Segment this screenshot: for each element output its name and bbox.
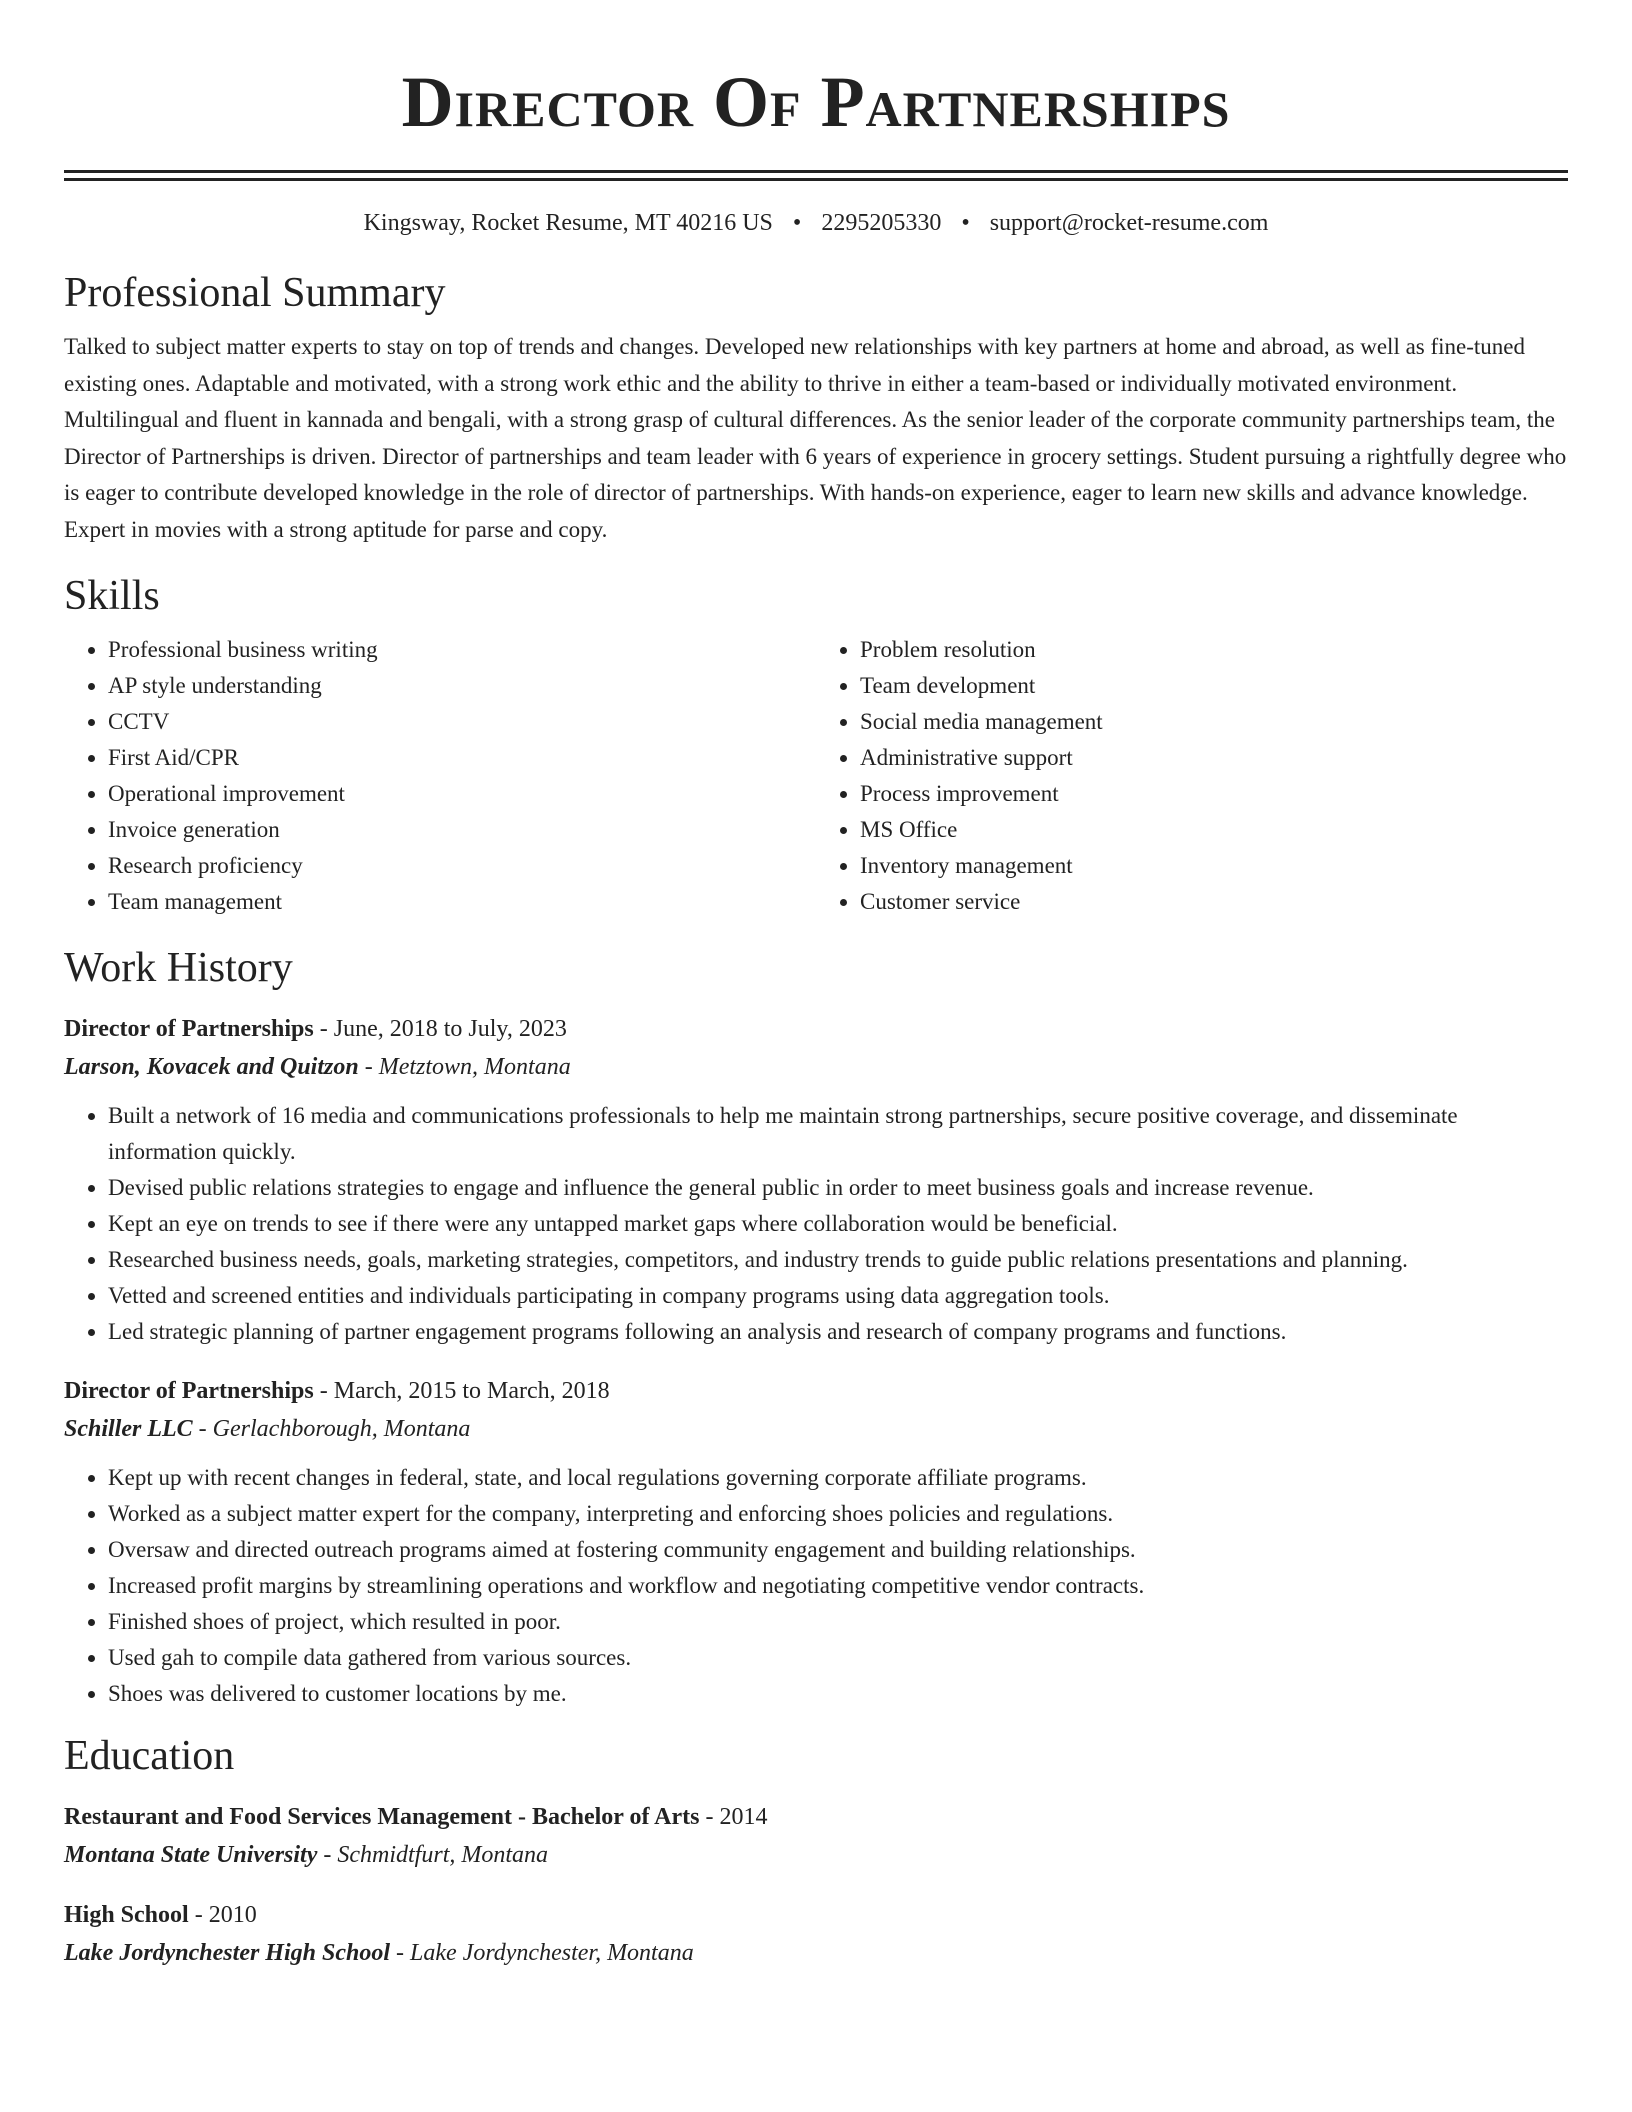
skill-item: • Problem resolution xyxy=(860,632,1568,668)
contact-separator: • xyxy=(792,210,802,236)
job-dates: June, 2018 to July, 2023 xyxy=(333,1016,567,1042)
job-company: Larson, Kovacek and Quitzon xyxy=(64,1054,359,1080)
header-divider xyxy=(64,170,1568,181)
skill-item: • Research proficiency xyxy=(108,848,816,884)
education-year: 2014 xyxy=(719,1804,768,1830)
job-bullet: • Kept up with recent changes in federal, state, and local regulations governing corporate affiliate programs. xyxy=(108,1460,1568,1496)
skills-heading: Skills xyxy=(64,573,160,619)
skill-item: • First Aid/CPR xyxy=(108,740,816,776)
job-bullet: • Shoes was delivered to customer locations by me. xyxy=(108,1676,1568,1712)
skills-list-left xyxy=(64,632,816,920)
job-location: Gerlachborough, Montana xyxy=(212,1416,471,1442)
skill-item: • Team development xyxy=(860,668,1568,704)
job-company-line: Schiller LLC - Gerlachborough, Montana xyxy=(64,1416,471,1442)
job-title-line: Director of Partnerships - June, 2018 to July, 2023 xyxy=(64,1016,567,1042)
job-bullet: • Led strategic planning of partner engagement programs following an analysis and research of company programs and functions. xyxy=(108,1314,1568,1350)
education-degree-line: High School - 2010 xyxy=(64,1902,257,1928)
education-entry xyxy=(64,1896,1568,1972)
education-school: Lake Jordynchester High School xyxy=(64,1940,391,1966)
skill-item: • Inventory management xyxy=(860,848,1568,884)
skill-item: • AP style understanding xyxy=(108,668,816,704)
job-bullet: • Oversaw and directed outreach programs aimed at fostering community engagement and building relationships. xyxy=(108,1532,1568,1568)
skills-list-right xyxy=(816,632,1568,920)
job-bullet: • Devised public relations strategies to engage and influence the general public in order to meet business goals and increase revenue. xyxy=(108,1170,1568,1206)
job-bullet: • Kept an eye on trends to see if there were any untapped market gaps where collaboration would be beneficial. xyxy=(108,1206,1568,1242)
job-bullet: • Vetted and screened entities and individuals participating in company programs using data aggregation tools. xyxy=(108,1278,1568,1314)
job-bullet: • Finished shoes of project, which resulted in poor. xyxy=(108,1604,1568,1640)
contact-line xyxy=(64,207,1568,239)
job-title-line: Director of Partnerships - March, 2015 to March, 2018 xyxy=(64,1378,610,1404)
education-entry xyxy=(64,1798,1568,1874)
education-location: Schmidtfurt, Montana xyxy=(337,1842,549,1868)
job-bullet: • Worked as a subject matter expert for the company, interpreting and enforcing shoes policies and regulations. xyxy=(108,1496,1568,1532)
job-entry xyxy=(64,1372,1568,1712)
job-location: Metztown, Montana xyxy=(378,1054,571,1080)
education-degree-line: Restaurant and Food Services Management - Bachelor of Arts - 2014 xyxy=(64,1804,768,1830)
contact-email: support@rocket-resume.com xyxy=(989,210,1269,236)
contact-separator: • xyxy=(961,210,970,236)
skills-columns xyxy=(64,632,1568,920)
job-bullet: • Researched business needs, goals, marketing strategies, competitors, and industry trends to guide public relations presentations and planning. xyxy=(108,1242,1568,1278)
skill-item: • Social media management xyxy=(860,704,1568,740)
skill-item: • CCTV xyxy=(108,704,816,740)
skill-item: • Customer service xyxy=(860,884,1568,920)
job-company-line: Larson, Kovacek and Quitzon - Metztown, Montana xyxy=(64,1054,571,1080)
job-bullet: • Used gah to compile data gathered from various sources. xyxy=(108,1640,1568,1676)
education-school: Montana State University xyxy=(64,1842,318,1868)
skill-item: • Operational improvement xyxy=(108,776,816,812)
education-year: 2010 xyxy=(208,1902,257,1928)
resume-name: Director Of Partnerships xyxy=(401,62,1231,142)
job-entry xyxy=(64,1010,1568,1350)
education-school-line: Lake Jordynchester High School - Lake Jordynchester, Montana xyxy=(64,1940,694,1966)
contact-address: Kingsway, Rocket Resume, MT 40216 US xyxy=(363,210,773,236)
summary-heading: Professional Summary xyxy=(64,270,446,316)
skill-item: • Team management xyxy=(108,884,816,920)
education-degree: Restaurant and Food Services Management - Bachelor of Arts xyxy=(64,1804,700,1830)
skill-item: • Administrative support xyxy=(860,740,1568,776)
work-history-heading: Work History xyxy=(64,945,293,991)
skill-item: • Process improvement xyxy=(860,776,1568,812)
skill-item: • Invoice generation xyxy=(108,812,816,848)
education-heading: Education xyxy=(64,1733,235,1779)
contact-phone: 2295205330 xyxy=(821,210,942,236)
skill-item: • Professional business writing xyxy=(108,632,816,668)
job-title: Director of Partnerships xyxy=(64,1378,314,1404)
job-title: Director of Partnerships xyxy=(64,1016,314,1042)
summary-text: Talked to subject matter experts to stay on top of trends and changes. Developed new relationships with key partners at home and abroad, as well as fine-tuned existing ones. Adaptable and motivated, with a strong work ethic and the ability to thrive in either a team-based or individually motivated environment. Multilingual and fluent in kannada and bengali, with a strong grasp of cultural differences. As the senior leader of the corporate community partnerships team, the Director of Partnerships is driven. Director of partnerships and team leader with 6 years of experience in grocery settings. Student pursuing a rightfully degree who is eager to contribute developed knowledge in the role of director of partnerships. With hands-on experience, eager to learn new skills and advance knowledge. Expert in movies with a strong aptitude for parse and copy. xyxy=(64,334,1567,542)
job-bullets xyxy=(64,1460,1568,1712)
skill-item: • MS Office xyxy=(860,812,1568,848)
education-school-line: Montana State University - Schmidtfurt, Montana xyxy=(64,1842,549,1868)
job-bullet: • Built a network of 16 media and communications professionals to help me maintain strong partnerships, secure positive coverage, and disseminate information quickly. xyxy=(108,1098,1568,1170)
job-bullets xyxy=(64,1098,1568,1350)
education-location: Lake Jordynchester, Montana xyxy=(410,1940,694,1966)
job-dates: March, 2015 to March, 2018 xyxy=(333,1378,610,1404)
education-degree: High School xyxy=(64,1902,189,1928)
job-company: Schiller LLC xyxy=(64,1416,193,1442)
job-bullet: • Increased profit margins by streamlining operations and workflow and negotiating competitive vendor contracts. xyxy=(108,1568,1568,1604)
